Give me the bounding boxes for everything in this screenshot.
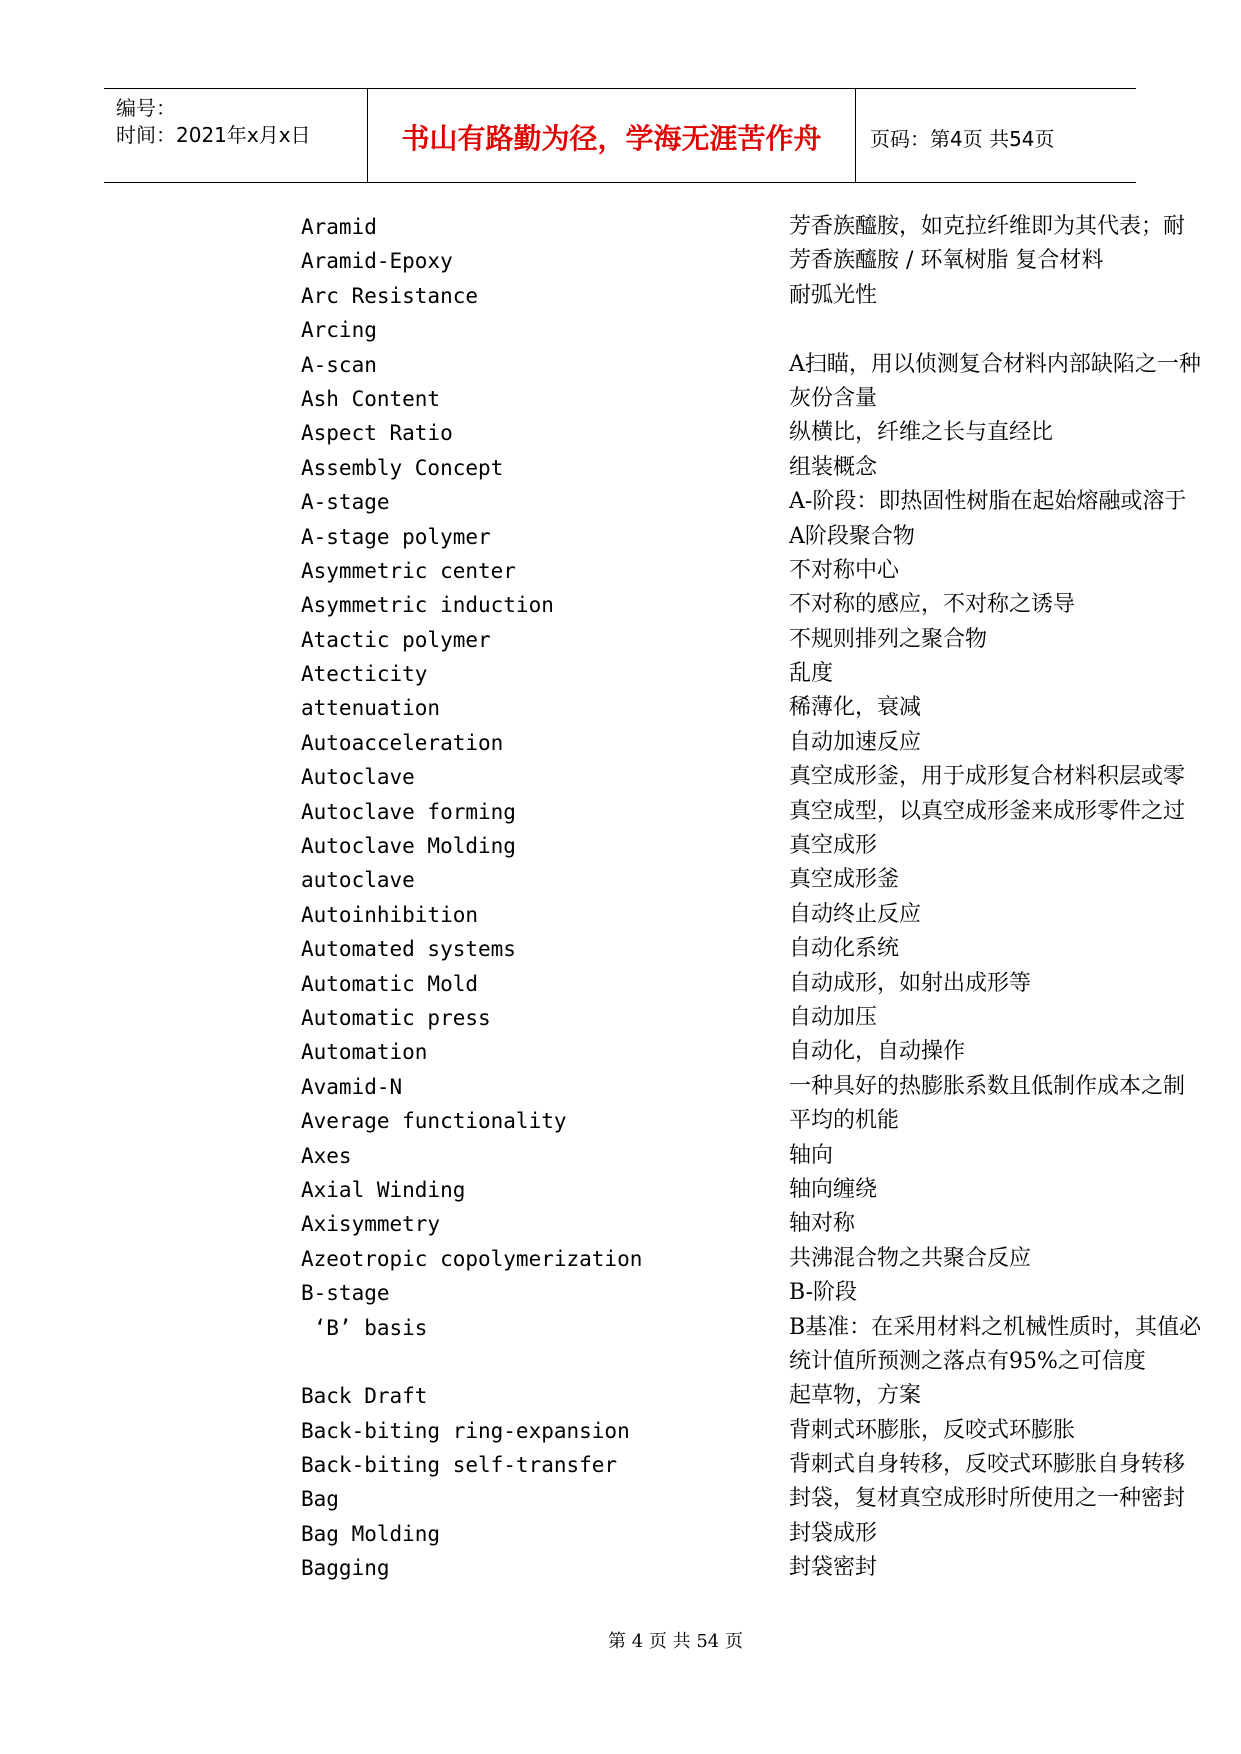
glossary-row [0, 691, 1241, 725]
glossary-definition: 封袋成形 [789, 1520, 878, 1546]
glossary-term: A-stage polymer [301, 524, 491, 549]
glossary-definition: 自动化，自动操作 [789, 1039, 966, 1065]
glossary-definition: 背刺式自身转移，反咬式环膨胀自身转移 [789, 1452, 1186, 1478]
glossary-row [0, 348, 1241, 382]
glossary-term: ‘B’ basis [301, 1315, 428, 1340]
glossary-definition: 稀薄化，衰减 [789, 695, 922, 721]
glossary-definition: 耐弧光性 [789, 282, 878, 308]
glossary-definition: 真空成形釜，用于成形复合材料积层或零 [789, 764, 1186, 790]
glossary-row [0, 1482, 1241, 1516]
glossary-definition: 封袋，复材真空成形时所使用之一种密封 [789, 1486, 1186, 1512]
glossary-term: Average functionality [301, 1109, 567, 1134]
glossary-row [0, 520, 1241, 554]
page-footer: 第 4 页 共 54 页 [608, 1631, 743, 1652]
glossary-definition: 轴向缠绕 [789, 1176, 878, 1202]
glossary-row [0, 451, 1241, 485]
glossary-term: Autoacceleration [301, 730, 504, 755]
glossary-row [0, 623, 1241, 657]
glossary-term: Atactic polymer [301, 627, 491, 652]
glossary-definition: 真空成形釜 [789, 867, 900, 893]
glossary-row [0, 1414, 1241, 1448]
glossary-row [0, 1139, 1241, 1173]
glossary-term: Automation [301, 1040, 428, 1065]
glossary-row [0, 1276, 1241, 1310]
glossary-row [0, 1070, 1241, 1104]
header-meta [104, 89, 366, 182]
glossary-row [0, 829, 1241, 863]
glossary-definition: 不对称中心 [789, 557, 900, 583]
glossary-term: Back Draft [301, 1384, 428, 1409]
glossary-definition: 真空成型，以真空成形釜来成形零件之过 [789, 798, 1186, 824]
glossary-row [0, 1207, 1241, 1241]
glossary-definition: 自动加速反应 [789, 729, 922, 755]
glossary-row [0, 898, 1241, 932]
glossary-term: Arcing [301, 318, 377, 343]
glossary-definition: 自动成形，如射出成形等 [789, 970, 1032, 996]
glossary-row [0, 279, 1241, 313]
glossary-list [0, 210, 1241, 1586]
glossary-row [0, 795, 1241, 829]
glossary-definition: 乱度 [789, 661, 834, 687]
glossary-definition: 一种具好的热膨胀系数且低制作成本之制 [789, 1073, 1186, 1099]
glossary-row [0, 1035, 1241, 1069]
glossary-definition: 起草物，方案 [789, 1383, 922, 1409]
glossary-row [0, 485, 1241, 519]
glossary-row [0, 382, 1241, 416]
glossary-row [0, 967, 1241, 1001]
glossary-term: Autoclave [301, 765, 415, 790]
glossary-term: Back-biting ring-expansion [301, 1418, 630, 1443]
glossary-definition: A-阶段：即热固性树脂在起始熔融或溶于 [789, 489, 1187, 515]
glossary-term: attenuation [301, 696, 441, 721]
glossary-term: Aspect Ratio [301, 421, 453, 446]
glossary-definition: B-阶段 [789, 1280, 858, 1306]
glossary-row [0, 1551, 1241, 1585]
glossary-term: Arc Resistance [301, 283, 479, 308]
glossary-term: Asymmetric center [301, 558, 516, 583]
glossary-term: Asymmetric induction [301, 593, 554, 618]
glossary-term: Atecticity [301, 662, 428, 687]
glossary-definition: 不对称的感应，不对称之诱导 [789, 592, 1076, 618]
glossary-row [0, 1448, 1241, 1482]
glossary-definition: 统计值所预测之落点有95%之可信度 [789, 1348, 1146, 1374]
page-header [104, 88, 1136, 183]
glossary-definition: 共沸混合物之共聚合反应 [789, 1245, 1032, 1271]
glossary-row [0, 1242, 1241, 1276]
glossary-row [0, 1345, 1241, 1379]
glossary-row [0, 1311, 1241, 1345]
glossary-row [0, 1173, 1241, 1207]
glossary-row [0, 210, 1241, 244]
header-motto-cell [367, 89, 856, 182]
glossary-definition: 芳香族醯胺，如克拉纤维即为其代表；耐 [789, 214, 1186, 239]
glossary-term: Automatic Mold [301, 971, 479, 996]
glossary-row [0, 244, 1241, 278]
motto: 书山有路勤为径，学海无涯苦作舟 [401, 122, 822, 155]
glossary-term: B-stage [301, 1281, 390, 1306]
glossary-definition: 封袋密封 [789, 1555, 878, 1581]
glossary-definition: 组装概念 [789, 454, 878, 480]
glossary-definition: B基准：在采用材料之机械性质时，其值必 [789, 1314, 1202, 1340]
header-page-cell [856, 89, 1136, 182]
glossary-row [0, 1379, 1241, 1413]
glossary-definition: 自动化系统 [789, 936, 900, 962]
glossary-row [0, 554, 1241, 588]
glossary-row [0, 932, 1241, 966]
glossary-row [0, 416, 1241, 450]
glossary-term: Assembly Concept [301, 455, 504, 480]
glossary-definition: 轴对称 [789, 1211, 856, 1237]
glossary-term: Avamid-N [301, 1074, 403, 1099]
glossary-definition: 不规则排列之聚合物 [789, 626, 988, 652]
glossary-definition: A阶段聚合物 [789, 523, 915, 549]
glossary-row [0, 726, 1241, 760]
glossary-term: Automated systems [301, 937, 516, 962]
glossary-row [0, 1001, 1241, 1035]
glossary-term: Autoinhibition [301, 902, 479, 927]
glossary-term: Autoclave Molding [301, 834, 516, 859]
glossary-term: Bag Molding [301, 1521, 441, 1546]
glossary-term: Aramid-Epoxy [301, 249, 453, 274]
glossary-term: Axial Winding [301, 1177, 466, 1202]
serial-label: 编号： [116, 96, 176, 120]
glossary-definition: A扫瞄，用以侦测复合材料内部缺陷之一种 [789, 351, 1201, 377]
glossary-term: Aramid [301, 215, 377, 239]
page-info: 页码：第4页 共54页 [870, 127, 1055, 151]
glossary-term: Axes [301, 1143, 352, 1168]
glossary-term: Axisymmetry [301, 1212, 441, 1237]
glossary-row [0, 863, 1241, 897]
glossary-term: A-stage [301, 490, 390, 515]
glossary-definition: 自动终止反应 [789, 901, 922, 927]
glossary-term: Bag [301, 1487, 339, 1512]
glossary-term: Bagging [301, 1556, 390, 1581]
glossary-row [0, 313, 1241, 347]
glossary-definition: 芳香族醯胺 / 环氧树脂 复合材料 [789, 248, 1104, 274]
glossary-term: Azeotropic copolymerization [301, 1246, 643, 1271]
glossary-row [0, 657, 1241, 691]
glossary-term: A-scan [301, 352, 377, 377]
time-label: 时间：2021年x月x日 [116, 123, 311, 147]
glossary-definition: 轴向 [789, 1142, 834, 1168]
glossary-row [0, 1517, 1241, 1551]
glossary-definition: 平均的机能 [789, 1108, 900, 1134]
glossary-definition: 真空成形 [789, 833, 878, 859]
glossary-row [0, 588, 1241, 622]
glossary-definition: 背刺式环膨胀，反咬式环膨胀 [789, 1417, 1076, 1443]
glossary-term: Ash Content [301, 386, 441, 411]
glossary-definition: 纵横比，纤维之长与直经比 [789, 420, 1054, 446]
glossary-row [0, 1104, 1241, 1138]
glossary-definition: 自动加压 [789, 1004, 878, 1030]
glossary-row [0, 760, 1241, 794]
glossary-term: Autoclave forming [301, 799, 516, 824]
glossary-definition: 灰份含量 [789, 385, 878, 411]
glossary-term: Back-biting self-transfer [301, 1453, 618, 1478]
glossary-term: autoclave [301, 868, 415, 893]
glossary-term: Automatic press [301, 1005, 491, 1030]
